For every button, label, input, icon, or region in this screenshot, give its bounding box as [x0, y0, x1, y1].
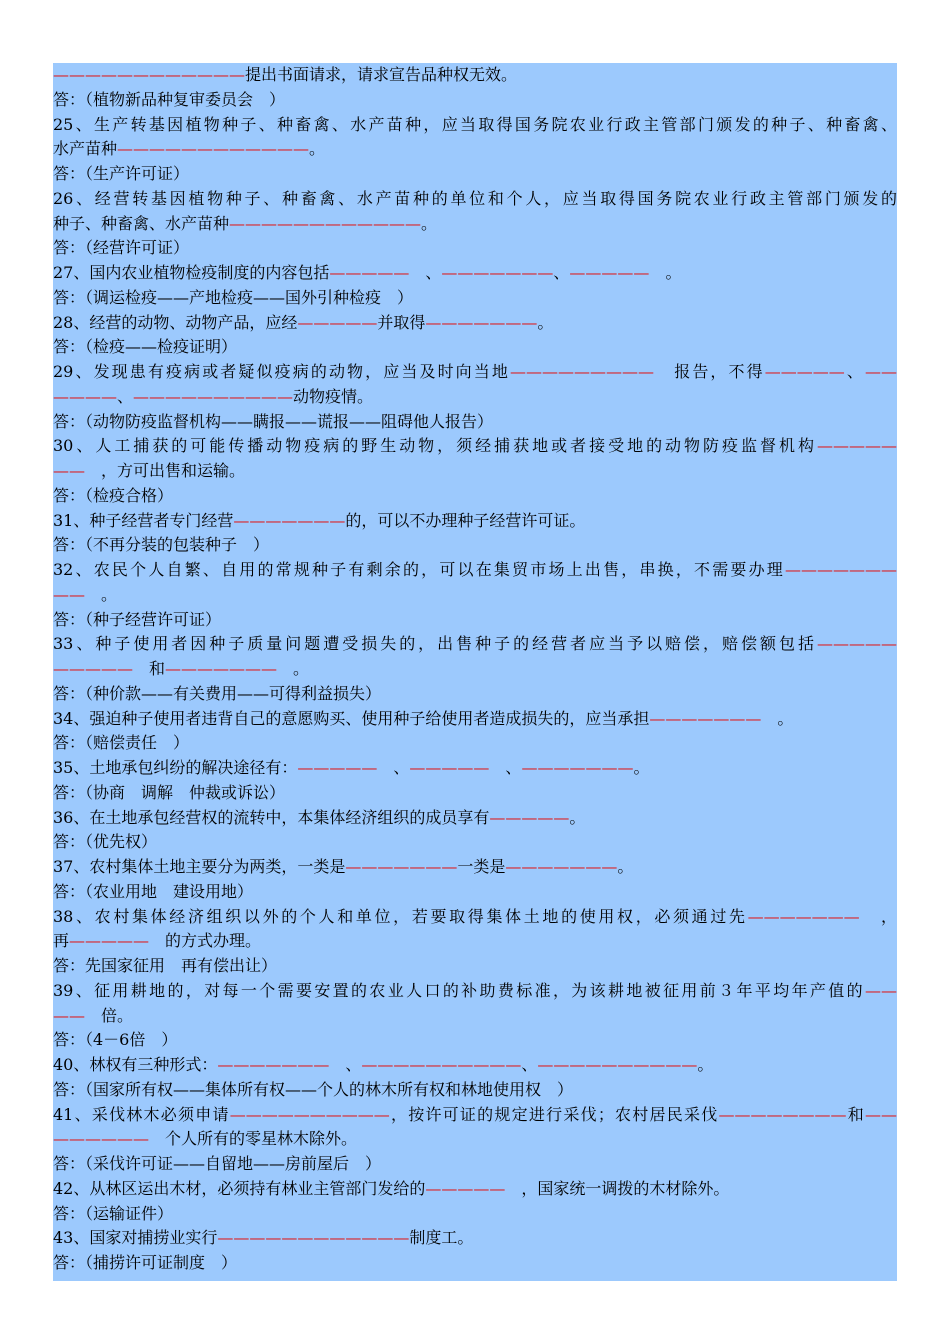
text-line	[53, 731, 897, 756]
text-line	[53, 335, 897, 360]
text-line	[53, 88, 897, 113]
text-segment: 。	[293, 659, 310, 678]
text-line	[53, 1226, 897, 1251]
text-segment: 25、生产转基因植物种子、种畜禽、水产苗种，应当取得国务院农业行政主管部门颁发的种子、种畜禽、	[53, 114, 897, 134]
text-segment: ，按许可证的规定进行采伐；农村居民采伐	[389, 1104, 719, 1124]
answer-blank: —————————	[510, 362, 675, 381]
text-line	[53, 632, 897, 657]
answer-blank: ——————————	[361, 1055, 522, 1074]
answer-blank: ————————————	[53, 65, 245, 84]
answer-blank: —————	[69, 931, 166, 951]
text-segment: 答：（采伐许可证——自留地——房前屋后 ）	[53, 1154, 382, 1173]
answer-blank: ———————	[165, 659, 294, 678]
answer-blank: ———————	[785, 560, 897, 579]
answer-blank: ——	[53, 461, 102, 480]
text-segment: 答：（国家所有权——集体所有权——个人的林木所有权和林地使用权 ）	[53, 1079, 574, 1099]
text-segment: 再	[53, 931, 70, 951]
text-segment: 答：（优先权）	[53, 832, 158, 852]
answer-blank: —————	[569, 263, 666, 282]
text-segment: 动物疫情。	[293, 386, 374, 406]
text-segment: 40、林权有三种形式：	[53, 1055, 218, 1074]
text-line	[53, 137, 897, 162]
text-segment: 。	[537, 312, 554, 332]
text-segment: 的方式办理。	[165, 931, 262, 951]
text-segment: 43、国家对捕捞业实行	[53, 1228, 218, 1248]
answer-blank: —————	[297, 758, 394, 777]
text-line	[53, 236, 897, 261]
text-line	[53, 459, 897, 484]
text-segment: 答：（协商 调解 仲裁或诉讼）	[53, 782, 286, 802]
text-segment: 种子、种畜禽、水产苗种	[53, 213, 230, 233]
text-segment: 答：（检疫——检疫证明）	[53, 337, 238, 357]
answer-blank: ———————	[505, 857, 618, 876]
text-line	[53, 162, 897, 187]
text-line	[53, 1004, 897, 1029]
text-line	[53, 187, 897, 212]
text-line	[53, 212, 897, 237]
answer-blank: ———————	[425, 312, 538, 332]
text-line	[53, 261, 897, 286]
text-segment: ，国家统一调拨的木材除外。	[521, 1178, 730, 1198]
text-line	[53, 1202, 897, 1227]
text-line	[53, 929, 897, 954]
text-segment: 答：（不再分装的包装种子 ）	[53, 535, 270, 555]
answer-blank: —————	[489, 807, 570, 827]
text-segment: 和	[149, 659, 166, 678]
text-line	[53, 781, 897, 806]
text-segment: 、	[505, 758, 522, 777]
text-segment: 28、经营的动物、动物产品，应经	[53, 312, 298, 332]
text-line	[53, 1028, 897, 1053]
answer-blank: ————————————	[229, 213, 422, 233]
text-segment: 26、经营转基因植物种子、种畜禽、水产苗种的单位和个人，应当取得国务院农业行政主管部门颁发的	[53, 188, 897, 208]
text-line	[53, 806, 897, 831]
text-segment: 答：（赔偿责任 ）	[53, 733, 190, 753]
text-segment: 34、强迫种子使用者违背自己的意愿购买、使用种子给使用者造成损失的，应当承担	[53, 708, 650, 728]
answer-blank: —————	[817, 634, 897, 654]
answer-blank: —————	[53, 659, 150, 678]
text-line	[53, 360, 897, 385]
answer-blank: —————	[817, 436, 897, 456]
text-segment: 35、土地承包纠纷的解决途径有：	[53, 758, 298, 777]
text-line	[53, 1251, 897, 1276]
text-segment: 33、种子使用者因种子质量问题遭受损失的，出售种子的经营者应当予以赔偿，赔偿额包括	[53, 634, 817, 654]
text-segment: ，方可出售和运输。	[101, 461, 246, 480]
text-segment: 37、农村集体土地主要分为两类，一类是	[53, 857, 346, 876]
text-segment: 和	[846, 1104, 865, 1124]
text-segment: 。	[777, 708, 794, 728]
text-line	[53, 1078, 897, 1103]
text-segment: 。	[101, 584, 118, 604]
text-segment: 答：（调运检疫——产地检疫——国外引种检疫 ）	[53, 287, 414, 307]
answer-blank: ———————	[233, 510, 346, 530]
answer-blank: —————	[297, 312, 378, 332]
text-segment: 。	[633, 758, 650, 777]
answer-blank: ———————	[217, 1055, 346, 1074]
text-segment: 一类是	[457, 857, 506, 876]
text-segment: 、	[521, 1055, 538, 1074]
text-segment: 提出书面请求，请求宣告品种权无效。	[245, 65, 518, 84]
text-segment: 答：（捕捞许可证制度 ）	[53, 1253, 238, 1272]
text-line	[53, 657, 897, 682]
text-segment: 倍。	[85, 1005, 134, 1025]
text-line	[53, 583, 897, 608]
text-segment: 32、农民个人自繁、自用的常规种子有剩余的，可以在集贸市场上出售，串换，不需要办理	[53, 560, 785, 579]
answer-blank: ——————————	[229, 1104, 390, 1124]
text-segment: 、	[393, 758, 410, 777]
text-segment: 38、农村集体经济组织以外的个人和单位，若要取得集体土地的使用权，必须通过先	[53, 906, 748, 926]
text-segment: ，	[880, 906, 897, 926]
text-line	[53, 707, 897, 732]
text-line	[53, 905, 897, 930]
answer-blank: ————————	[718, 1104, 847, 1124]
text-segment: 41、采伐林木必须申请	[53, 1104, 230, 1124]
text-segment: 答：（4－6倍 ）	[53, 1030, 178, 1050]
text-segment: 答：（经营许可证）	[53, 238, 190, 258]
text-segment: 27、国内农业植物检疫制度的内容包括	[53, 263, 330, 282]
text-line	[53, 979, 897, 1004]
text-segment: 、	[844, 362, 865, 381]
answer-blank: ———————	[345, 857, 458, 876]
text-segment: 36、在土地承包经营权的流转中，本集体经济组织的成员享有	[53, 807, 490, 827]
answer-blank: —————	[329, 263, 426, 282]
text-line	[53, 434, 897, 459]
text-segment: 答：先国家征用 再有偿出让）	[53, 956, 278, 975]
text-segment: 答：（动物防疫监督机构——瞒报——谎报——阻碍他人报告）	[53, 411, 494, 431]
text-segment: 答：（运输证件）	[53, 1203, 174, 1223]
text-line	[53, 113, 897, 138]
answer-blank: ————————————	[117, 139, 310, 159]
answer-blank: ————————————	[217, 1228, 410, 1248]
answer-blank: —————	[425, 1178, 522, 1198]
answer-blank: ——	[53, 1005, 85, 1025]
text-segment: 。	[617, 857, 634, 876]
text-line	[53, 830, 897, 855]
text-segment: 答：（检疫合格）	[53, 485, 174, 505]
text-segment: 、	[117, 386, 134, 406]
text-segment: 。	[665, 263, 682, 282]
text-segment: 水产苗种	[53, 139, 118, 159]
text-segment: 、	[425, 263, 442, 282]
answer-blank: ——	[865, 980, 897, 1000]
answer-blank: ——————————	[537, 1055, 698, 1074]
text-line	[53, 1103, 897, 1128]
text-line	[53, 855, 897, 880]
text-line	[53, 1177, 897, 1202]
answer-blank: ——	[864, 362, 897, 381]
answer-blank: ————	[53, 386, 117, 406]
text-segment: 30、人工捕获的可能传播动物疫病的野生动物，须经捕获地或者接受地的动物防疫监督机构	[53, 436, 817, 456]
answer-blank: ———————	[649, 708, 778, 728]
answer-blank: —————	[779, 906, 881, 926]
text-line	[53, 311, 897, 336]
text-segment: 。	[569, 807, 586, 827]
text-line	[53, 1053, 897, 1078]
text-line	[53, 608, 897, 633]
answer-blank: ——	[747, 906, 780, 926]
text-line	[53, 533, 897, 558]
text-segment: 、	[345, 1055, 362, 1074]
text-segment: 31、种子经营者专门经营	[53, 510, 234, 530]
text-segment: 个人所有的零星林木除外。	[149, 1129, 358, 1149]
text-segment: 答：（植物新品种复审委员会 ）	[53, 89, 286, 109]
text-line	[53, 509, 897, 534]
answer-blank: ———————	[441, 263, 554, 282]
text-segment: 、	[553, 263, 570, 282]
text-segment: 答：（生产许可证）	[53, 164, 190, 183]
answer-blank: ——————————	[133, 386, 294, 406]
text-line	[53, 286, 897, 311]
answer-blank: ——	[53, 584, 102, 604]
qa-text-block	[53, 63, 897, 1281]
text-line	[53, 880, 897, 905]
text-segment: 的，可以不办理种子经营许可证。	[345, 510, 586, 530]
text-line	[53, 954, 897, 979]
text-segment: 答：（种子经营许可证）	[53, 609, 222, 629]
text-line	[53, 1152, 897, 1177]
text-segment: 29、发现患有疫病或者疑似疫病的动物，应当及时向当地	[53, 362, 510, 381]
text-line	[53, 410, 897, 435]
text-segment: 39、征用耕地的，对每一个需要安置的农业人口的补助费标准，为该耕地被征用前３年平均年产值的	[53, 980, 865, 1000]
answer-blank: —————	[764, 362, 845, 381]
answer-blank: —————	[409, 758, 506, 777]
answer-blank: ——————	[53, 1129, 149, 1149]
text-line	[53, 1127, 897, 1152]
text-segment: 。	[697, 1055, 714, 1074]
text-segment: 。	[421, 213, 438, 233]
text-line	[53, 756, 897, 781]
text-segment: 报告，不得	[674, 362, 765, 381]
text-line	[53, 558, 897, 583]
text-line	[53, 63, 897, 88]
text-segment: 。	[309, 139, 326, 159]
text-segment: 制度工。	[409, 1228, 474, 1248]
text-line	[53, 682, 897, 707]
answer-blank: ——	[864, 1104, 897, 1124]
text-segment: 答：（种价款——有关费用——可得利益损失）	[53, 683, 382, 703]
text-segment: 并取得	[377, 312, 426, 332]
answer-blank: ———————	[521, 758, 634, 777]
text-line	[53, 484, 897, 509]
text-segment: 答：（农业用地 建设用地）	[53, 881, 254, 901]
text-line	[53, 385, 897, 410]
text-segment: 42、从林区运出木材，必须持有林业主管部门发给的	[53, 1178, 426, 1198]
